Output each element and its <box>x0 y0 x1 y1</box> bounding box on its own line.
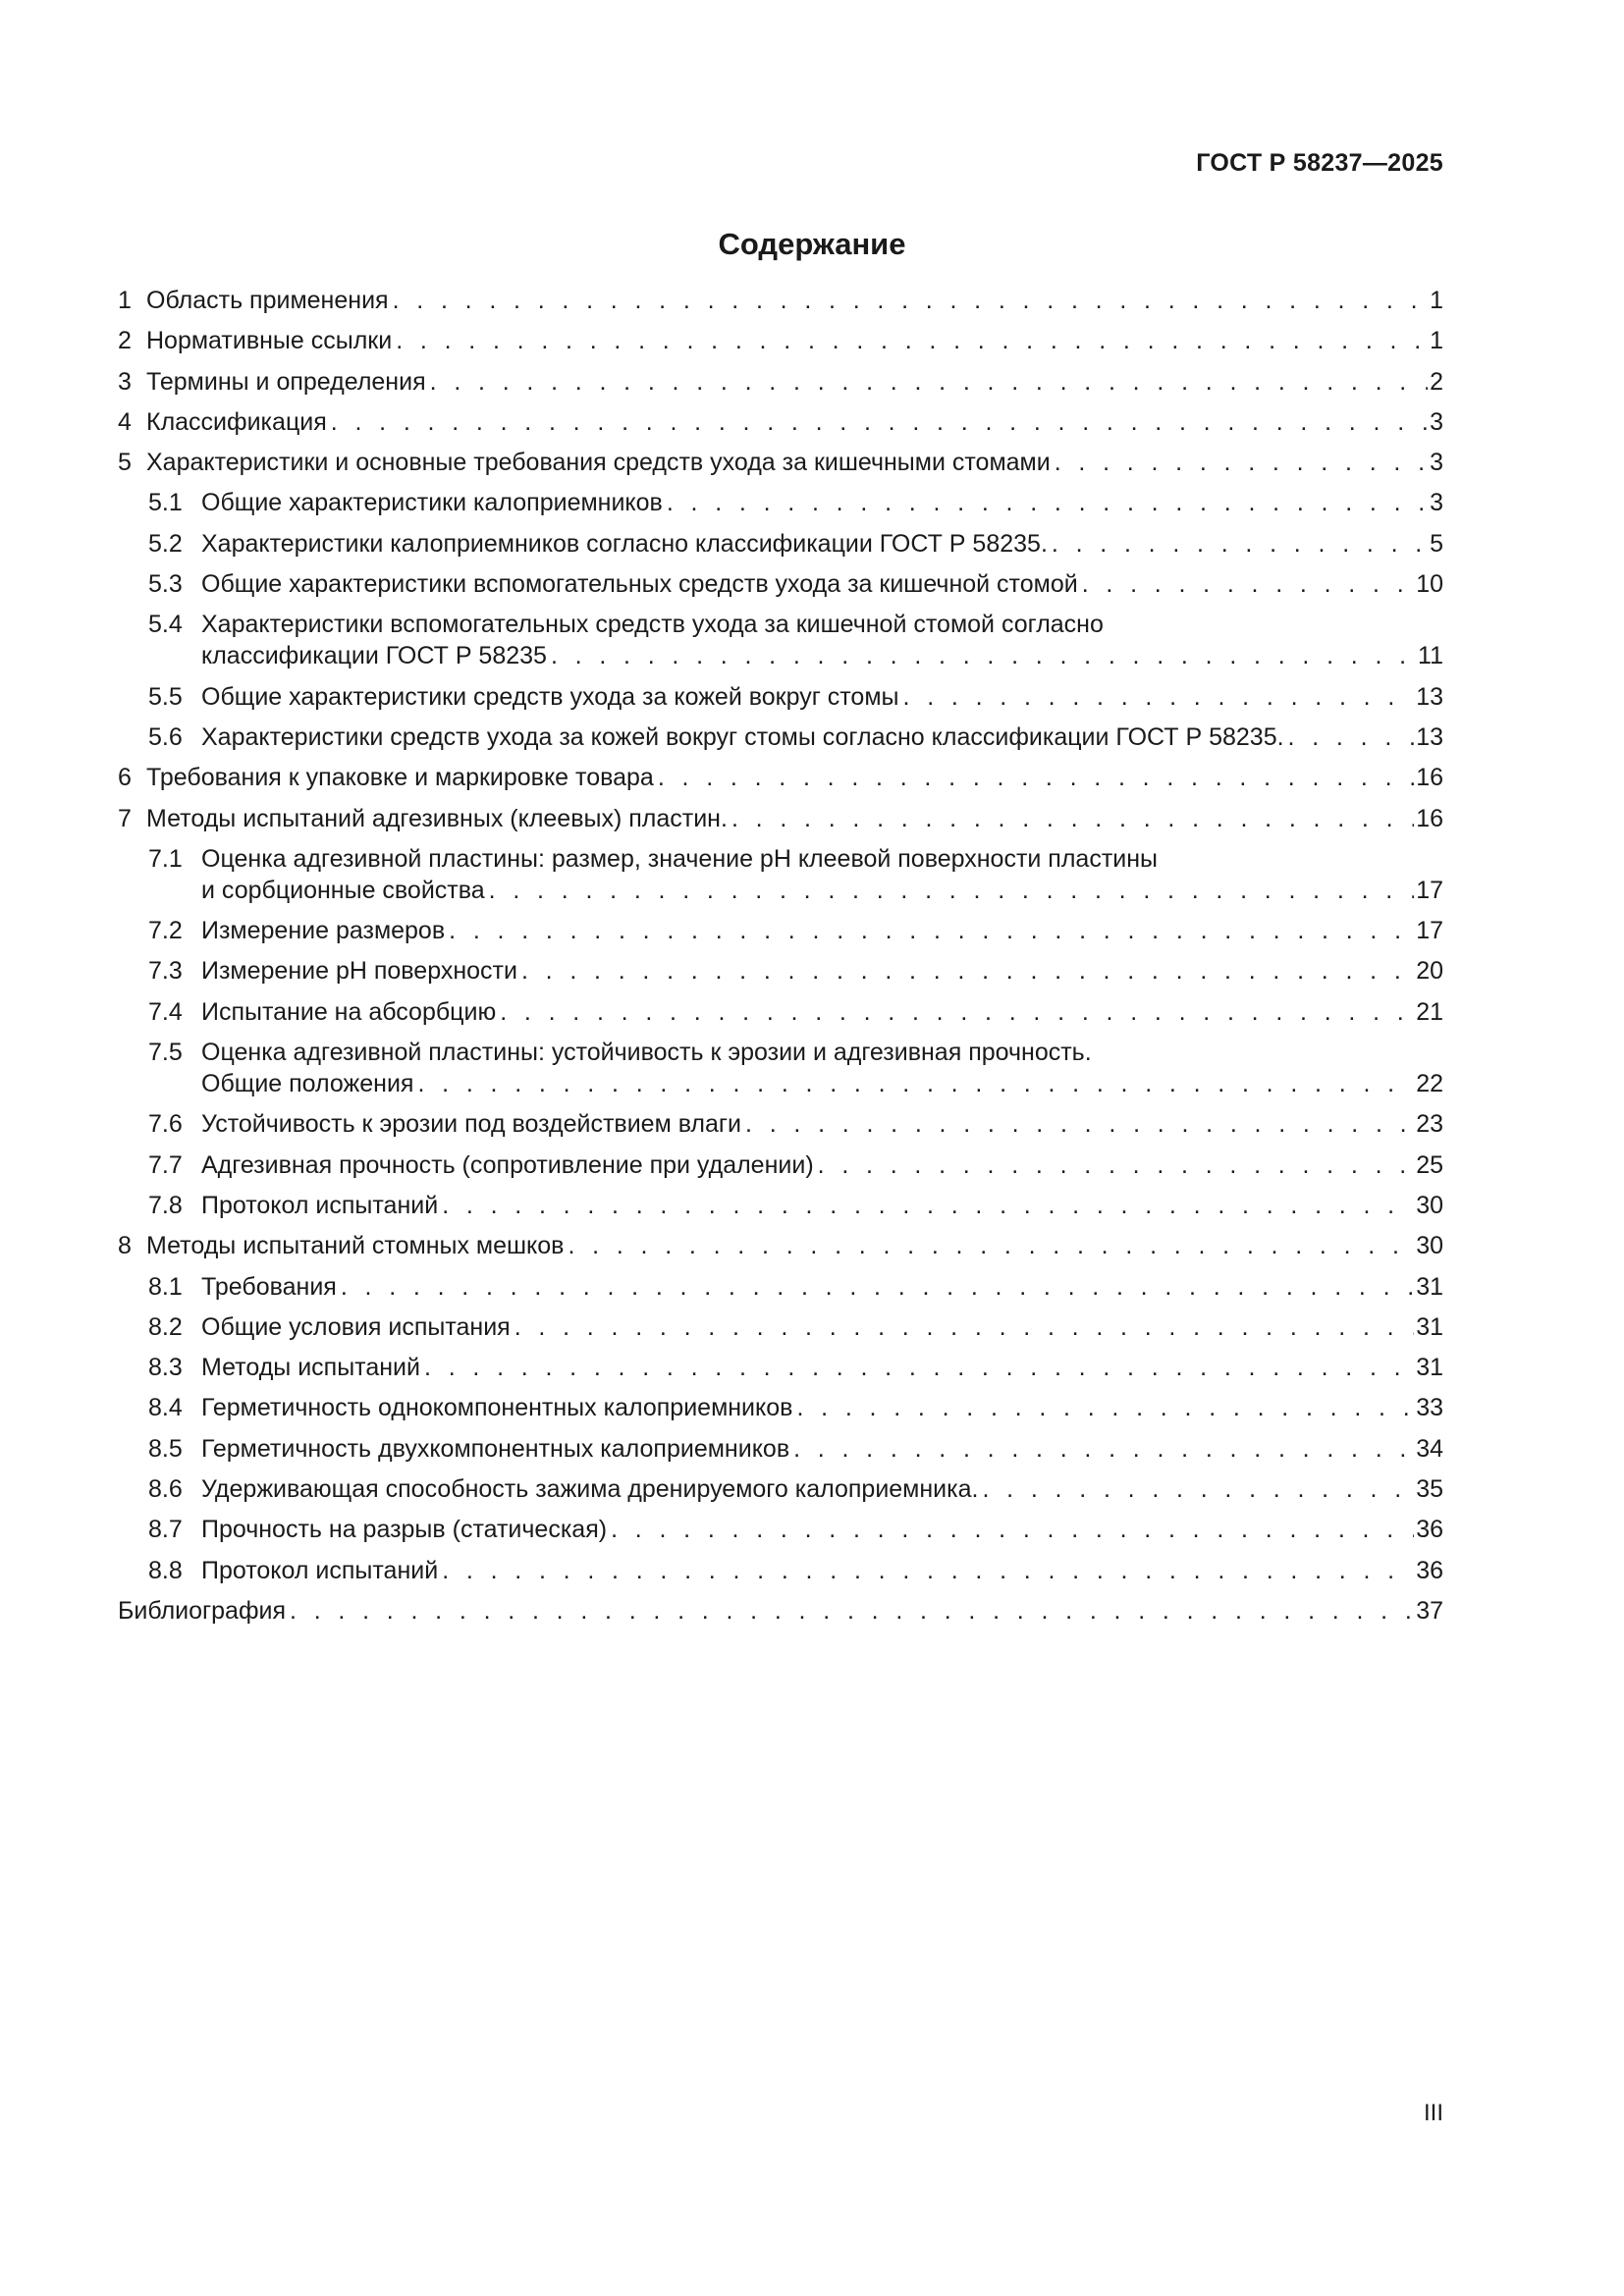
toc-entry-page: 10 <box>1416 570 1443 599</box>
toc-entry-page: 36 <box>1416 1556 1443 1584</box>
toc-entry-title: Методы испытаний адгезивных (клеевых) пластин. <box>146 803 731 834</box>
toc-entry[interactable] <box>118 1271 1443 1303</box>
dot-leader <box>341 1271 1414 1303</box>
toc-entry-title: Характеристики калоприемников согласно классификации ГОСТ Р 58235. <box>201 528 1052 560</box>
dot-leader <box>1055 447 1428 478</box>
dot-leader <box>514 1311 1414 1343</box>
dot-leader <box>745 1108 1414 1140</box>
toc-entry-title: Требования к упаковке и маркировке товара <box>146 762 658 793</box>
toc-entry-page: 11 <box>1418 642 1443 670</box>
toc-entry-title: Требования <box>201 1271 341 1303</box>
toc-entry[interactable] <box>118 366 1443 398</box>
toc-entry-page: 31 <box>1416 1312 1443 1341</box>
toc-entry-page: 20 <box>1416 957 1443 986</box>
toc-entry-number: 2 <box>118 327 132 355</box>
toc-entry-page: 35 <box>1416 1475 1443 1504</box>
toc-entry-title: Общие характеристики калоприемников <box>201 487 667 518</box>
toc-entry-page: 1 <box>1430 327 1443 355</box>
toc-entry-page: 3 <box>1430 407 1443 436</box>
dot-leader <box>393 285 1429 316</box>
toc-entry[interactable] <box>118 1352 1443 1383</box>
dot-leader <box>796 1392 1414 1423</box>
toc-entry-page: 3 <box>1430 489 1443 517</box>
toc-entry-title: Методы испытаний <box>201 1352 424 1383</box>
toc-entry[interactable] <box>118 843 1443 906</box>
dot-leader <box>331 406 1428 438</box>
dot-leader <box>442 1555 1414 1586</box>
toc-entry[interactable] <box>118 1037 1443 1099</box>
toc-entry-number: 5.3 <box>148 570 183 599</box>
toc-entry[interactable] <box>118 285 1443 316</box>
toc-entry-number: 8.8 <box>148 1556 183 1584</box>
toc-entry-number: 7.3 <box>148 957 183 986</box>
toc-entry-title: Область применения <box>146 285 393 316</box>
toc-entry-number: 5.6 <box>148 722 183 751</box>
toc-entry[interactable] <box>118 1230 1443 1261</box>
toc-entry[interactable] <box>118 803 1443 834</box>
dot-leader <box>500 996 1414 1028</box>
toc-entry[interactable] <box>118 1555 1443 1586</box>
toc-entry-number: 8 <box>118 1232 132 1260</box>
toc-entry-title-first-line: Оценка адгезивной пластины: устойчивость к эрозии и адгезивная прочность. <box>201 1039 1092 1067</box>
dot-leader <box>903 681 1415 713</box>
toc-entry-title: и сорбционные свойства <box>201 875 489 906</box>
toc-entry-number: 7.8 <box>148 1191 183 1219</box>
toc-entry[interactable] <box>118 325 1443 356</box>
dot-leader <box>489 875 1415 906</box>
dot-leader <box>658 762 1414 793</box>
toc-entry-page: 37 <box>1416 1596 1443 1625</box>
toc-entry-number: 3 <box>118 367 132 396</box>
dot-leader <box>1052 528 1428 560</box>
toc-entry-page: 30 <box>1416 1191 1443 1219</box>
toc-entry-page: 31 <box>1416 1272 1443 1301</box>
toc-entry[interactable] <box>118 447 1443 478</box>
dot-leader <box>417 1068 1414 1099</box>
toc-entry-number: 7.4 <box>148 997 183 1026</box>
toc-entry-number: 8.1 <box>148 1272 183 1301</box>
toc-entry-title: Общие условия испытания <box>201 1311 514 1343</box>
toc-entry-title: Характеристики средств ухода за кожей вокруг стомы согласно классификации ГОСТ Р 58235. <box>201 721 1288 753</box>
toc-entry-title: Методы испытаний стомных мешков <box>146 1230 568 1261</box>
toc-entry-title: Общие характеристики вспомогательных средств ухода за кишечной стомой <box>201 568 1082 600</box>
toc-entry-title: Характеристики и основные требования средств ухода за кишечными стомами <box>146 447 1055 478</box>
toc-entry-title-first-line: Оценка адгезивной пластины: размер, значение pH клеевой поверхности пластины <box>201 844 1159 873</box>
toc-entry-number: 8.2 <box>148 1312 183 1341</box>
dot-leader <box>1082 568 1414 600</box>
toc-entry-page: 33 <box>1416 1394 1443 1422</box>
toc-entry-page: 2 <box>1430 367 1443 396</box>
toc-entry-page: 3 <box>1430 449 1443 477</box>
dot-leader <box>396 325 1428 356</box>
toc-entry[interactable] <box>118 721 1443 753</box>
toc-entry-page: 16 <box>1416 804 1443 832</box>
toc-entry-title: Протокол испытаний <box>201 1555 442 1586</box>
toc-entry[interactable] <box>118 1190 1443 1221</box>
toc-entry-number: 7 <box>118 804 132 832</box>
toc-entry-number: 7.7 <box>148 1150 183 1179</box>
toc-entry[interactable] <box>118 568 1443 600</box>
toc-entry-number: 7.1 <box>148 844 183 873</box>
dot-leader <box>442 1190 1414 1221</box>
toc-entry-title: Испытание на абсорбцию <box>201 996 500 1028</box>
toc-entry-number: 5.5 <box>148 682 183 711</box>
toc-entry[interactable] <box>118 1392 1443 1423</box>
dot-leader <box>290 1595 1414 1627</box>
toc-entry-page: 17 <box>1416 917 1443 945</box>
toc-entry[interactable] <box>118 528 1443 560</box>
toc-entry-number: 4 <box>118 407 132 436</box>
toc-entry-page: 23 <box>1416 1110 1443 1139</box>
toc-entry-page: 25 <box>1416 1150 1443 1179</box>
toc-entry[interactable] <box>118 681 1443 713</box>
toc-entry-title: Классификация <box>146 406 331 438</box>
toc-entry-title: классификации ГОСТ Р 58235 <box>201 640 551 671</box>
dot-leader <box>449 915 1414 946</box>
toc-entry-number: 1 <box>118 287 132 314</box>
toc-entry-title: Устойчивость к эрозии под воздействием влаги <box>201 1108 745 1140</box>
dot-leader <box>521 955 1414 987</box>
toc-entry-number: 7.2 <box>148 917 183 945</box>
dot-leader <box>731 803 1414 834</box>
toc-entry[interactable] <box>118 955 1443 987</box>
toc-entry[interactable] <box>118 915 1443 946</box>
toc-entry[interactable] <box>118 1433 1443 1465</box>
dot-leader <box>430 366 1428 398</box>
toc-title: Содержание <box>718 227 906 261</box>
toc-entry-number: 8.5 <box>148 1434 183 1463</box>
toc-entry-number: 8.7 <box>148 1516 183 1544</box>
toc-entry-page: 1 <box>1430 287 1443 314</box>
dot-leader <box>667 487 1428 518</box>
toc-entry-number: 8.3 <box>148 1354 183 1382</box>
toc-entry-page: 13 <box>1416 682 1443 711</box>
toc-entry-page: 17 <box>1416 876 1443 904</box>
toc-entry[interactable] <box>118 762 1443 793</box>
toc-entry-page: 34 <box>1416 1434 1443 1463</box>
toc-entry-title: Герметичность двухкомпонентных калоприемников <box>201 1433 793 1465</box>
document-code: ГОСТ Р 58237—2025 <box>1196 149 1443 177</box>
toc-entry-number: 5.4 <box>148 611 183 639</box>
dot-leader <box>611 1514 1414 1545</box>
toc-entry-title: Термины и определения <box>146 366 430 398</box>
toc-entry-number: 5.1 <box>148 489 183 517</box>
toc-entry-number: 7.6 <box>148 1110 183 1139</box>
toc-entry[interactable] <box>118 1108 1443 1140</box>
dot-leader <box>793 1433 1414 1465</box>
toc-entry-title-first-line: Характеристики вспомогательных средств ухода за кишечной стомой согласно <box>201 611 1104 639</box>
toc-entry[interactable] <box>118 1149 1443 1181</box>
toc-entry-title: Общие положения <box>201 1068 417 1099</box>
toc-entry-number: 5.2 <box>148 529 183 558</box>
toc-entry-number: 5 <box>118 449 132 477</box>
toc-entry[interactable] <box>118 487 1443 518</box>
toc-entry[interactable] <box>118 996 1443 1028</box>
toc-entry[interactable] <box>118 1595 1443 1627</box>
toc-entry-title: Адгезивная прочность (сопротивление при удалении) <box>201 1149 818 1181</box>
dot-leader <box>551 640 1416 671</box>
toc-entry[interactable] <box>118 406 1443 438</box>
toc-entry-page: 5 <box>1430 529 1443 558</box>
toc-entry-page: 36 <box>1416 1516 1443 1544</box>
toc-entry-title: Измерение размеров <box>201 915 449 946</box>
dot-leader <box>818 1149 1415 1181</box>
toc-entry-title: Библиография <box>118 1595 290 1627</box>
toc-entry-number: 8.4 <box>148 1394 183 1422</box>
dot-leader <box>1288 721 1415 753</box>
toc-entry-title: Герметичность однокомпонентных калоприемников <box>201 1392 796 1423</box>
toc-entry-number: 6 <box>118 764 132 792</box>
toc-entry-page: 22 <box>1416 1070 1443 1098</box>
toc-entry-number: 8.6 <box>148 1475 183 1504</box>
toc-entry-page: 13 <box>1416 722 1443 751</box>
toc-entry-page: 21 <box>1416 997 1443 1026</box>
toc-entry[interactable] <box>118 609 1443 671</box>
toc-entry[interactable] <box>118 1473 1443 1505</box>
toc-entry[interactable] <box>118 1514 1443 1545</box>
table-of-contents <box>118 285 1443 1635</box>
toc-entry-title: Прочность на разрыв (статическая) <box>201 1514 611 1545</box>
dot-leader <box>424 1352 1414 1383</box>
toc-entry-title: Общие характеристики средств ухода за кожей вокруг стомы <box>201 681 903 713</box>
toc-entry[interactable] <box>118 1311 1443 1343</box>
dot-leader <box>982 1473 1414 1505</box>
toc-entry-page: 16 <box>1416 764 1443 792</box>
dot-leader <box>568 1230 1414 1261</box>
toc-entry-page: 31 <box>1416 1354 1443 1382</box>
page-number: III <box>1423 2100 1443 2126</box>
toc-entry-title: Удерживающая способность зажима дренируемого калоприемника. <box>201 1473 982 1505</box>
toc-entry-title: Измерение pH поверхности <box>201 955 521 987</box>
toc-entry-page: 30 <box>1416 1232 1443 1260</box>
toc-entry-title: Нормативные ссылки <box>146 325 396 356</box>
toc-entry-number: 7.5 <box>148 1039 183 1067</box>
toc-entry-title: Протокол испытаний <box>201 1190 442 1221</box>
